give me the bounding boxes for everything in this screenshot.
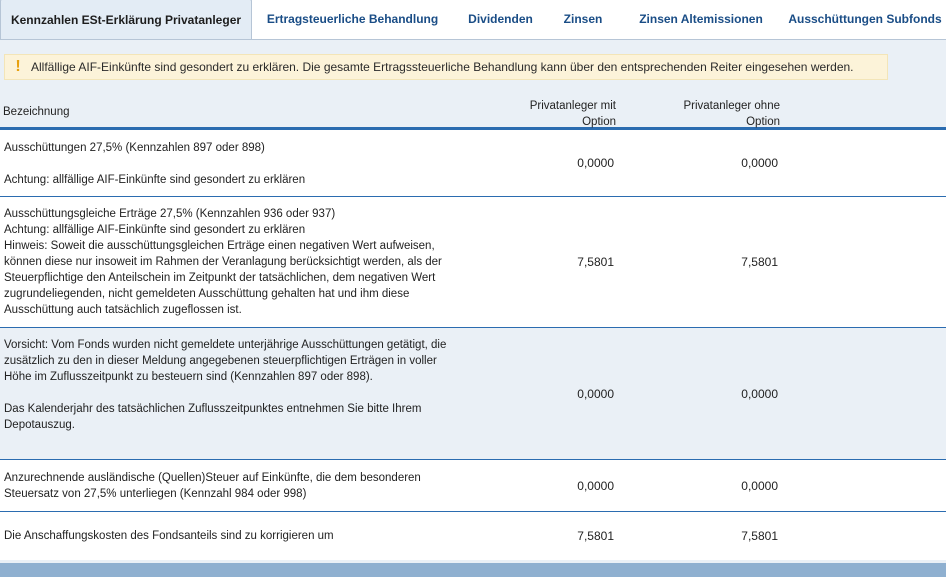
table-header — [0, 94, 946, 130]
info-alert — [4, 54, 888, 80]
alert-text: Allfällige AIF-Einkünfte sind gesondert zu erklären. Die gesamte Ertragssteuerliche Behandlung kann über den entsprechenden Reiter eingesehen werden. — [31, 60, 854, 74]
row-description: Ausschüttungsgleiche Erträge 27,5% (Kennzahlen 936 oder 937) Achtung: allfällige AIF-Einkünfte sind gesondert zu erklären Hinweis: Soweit die ausschüttungsgleichen Erträge einen negativen Wert aufweisen, können diese nur insoweit im Rahmen der Veranlagung berücksichtigt werden, als der Steuerpflichtige den Anteilschein im Zeitpunkt der tatsächlichen, dem negativen Wert zugrundeliegenden, nicht gemeldeten Ausschüttung gehalten hat und ihm diese Ausschüttung auch tatsächlich zugeflossen ist. — [4, 208, 442, 316]
row-value-ohne-option: 0,0000 — [741, 386, 778, 401]
row-value-ohne-option: 0,0000 — [741, 478, 778, 493]
row-value-mit-option: 0,0000 — [577, 386, 614, 401]
row-value-mit-option: 0,0000 — [577, 156, 614, 170]
row-value-mit-option: 7,5801 — [577, 255, 614, 269]
footer-bar — [0, 563, 946, 577]
row-value-ohne-option: 7,5801 — [741, 529, 778, 543]
row-description: Vorsicht: Vom Fonds wurden nicht gemeldete unterjährige Ausschüttungen getätigt, die zusätzlich zu den in dieser Meldung angegebenen steuerpflichtigen Erträgen in voller Höhe im Zuflusszeitpunkt zu besteuern sind (Kennzahlen 897 oder 898). Das Kalenderjahr des tatsächlichen Zuflusszeitpunktes entnehmen Sie bitte Ihrem Depotauszug. — [4, 339, 447, 431]
header-bezeichnung: Bezeichnung — [3, 106, 70, 118]
tab-ertragsteuerliche-behandlung[interactable]: Ertragsteuerliche Behandlung — [266, 12, 439, 26]
row-value-ohne-option: 0,0000 — [741, 156, 778, 170]
tab-zinsen-altemissionen[interactable]: Zinsen Altemissionen — [639, 12, 763, 26]
table-row — [0, 130, 946, 197]
row-description: Ausschüttungen 27,5% (Kennzahlen 897 oder 898) Achtung: allfällige AIF-Einkünfte sind gesondert zu erklären — [4, 142, 306, 186]
warning-icon: ! — [15, 58, 21, 75]
table-row — [0, 460, 946, 512]
tax-table — [0, 94, 946, 560]
table-row — [0, 512, 946, 560]
table-row — [0, 197, 946, 328]
tab-kennzahlen[interactable]: Kennzahlen ESt-Erklärung Privatanleger — [0, 0, 252, 39]
row-description: Anzurechnende ausländische (Quellen)Steuer auf Einkünfte, die dem besonderen Steuersatz von 27,5% unterliegen (Kennzahl 984 oder 998) — [4, 472, 421, 500]
row-value-ohne-option: 7,5801 — [741, 255, 778, 269]
header-ohne-option: Privatanleger ohne Option — [683, 100, 780, 128]
header-mit-option: Privatanleger mit Option — [529, 100, 616, 128]
table-row — [0, 328, 946, 460]
tab-dividenden[interactable]: Dividenden — [468, 12, 533, 26]
tab-bar — [0, 0, 946, 40]
row-value-mit-option: 0,0000 — [577, 478, 614, 493]
tab-zinsen[interactable]: Zinsen — [563, 12, 603, 26]
row-value-mit-option: 7,5801 — [577, 529, 614, 543]
row-description: Die Anschaffungskosten des Fondsanteils sind zu korrigieren um — [4, 530, 334, 542]
tab-ausschuettungen-subfonds[interactable]: Ausschüttungen Subfonds — [788, 12, 942, 26]
